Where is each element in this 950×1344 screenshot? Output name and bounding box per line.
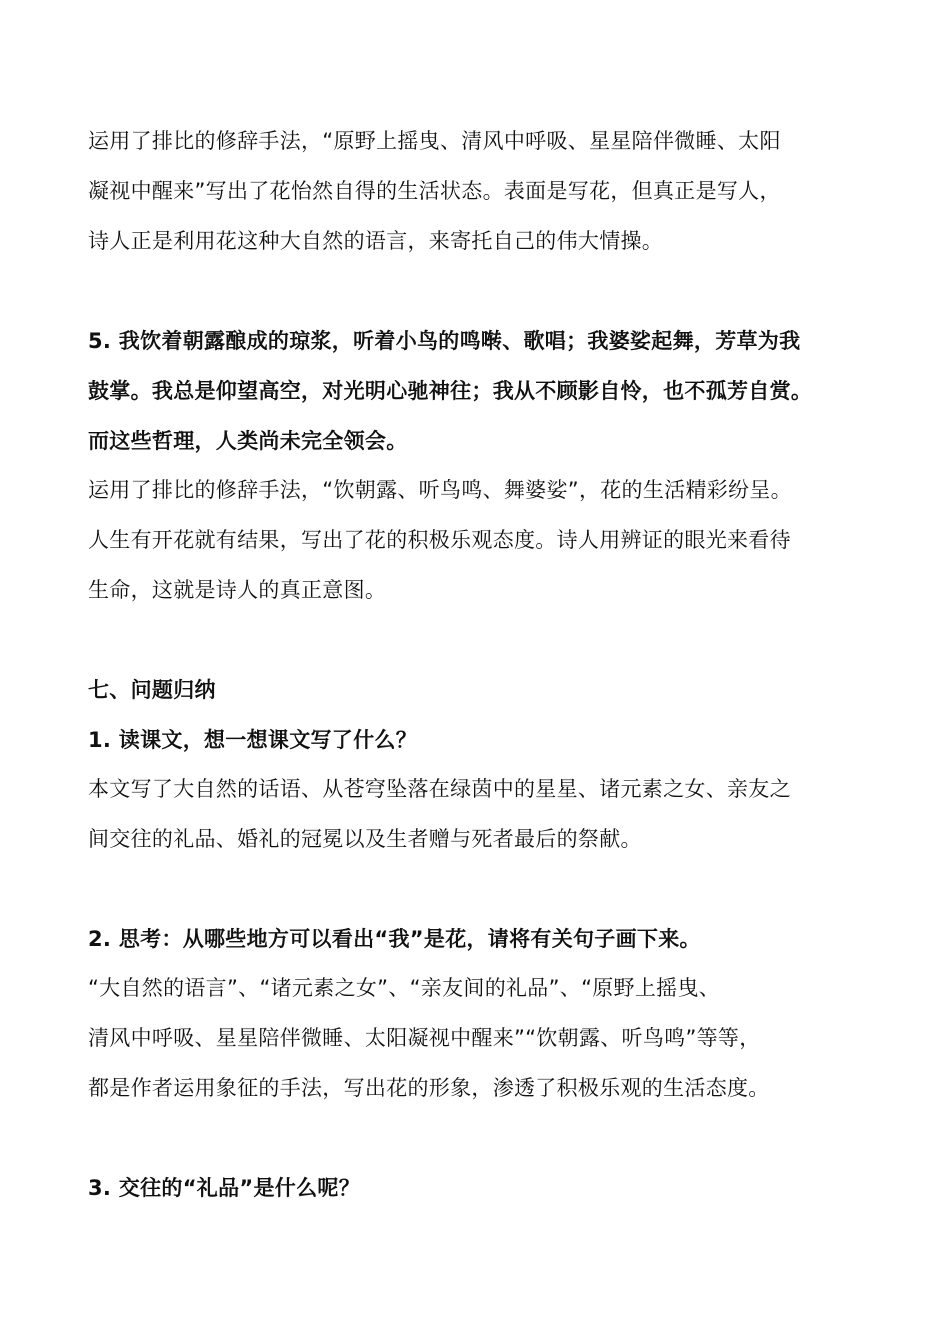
question-heading: 2. 思考：从哪些地方可以看出“我”是花，请将有关句子画下来。 xyxy=(88,927,701,951)
question-heading: 1. 读课文，想一想课文写了什么？ xyxy=(88,728,417,752)
paragraph-line: 本文写了大自然的话语、从苍穹坠落在绿茵中的星星、诸元素之女、亲友之 xyxy=(88,777,791,801)
paragraph-line: “大自然的语言”、“诸元素之女”、“亲友间的礼品”、“原野上摇曳、 xyxy=(88,976,721,1000)
paragraph-line: 诗人正是利用花这种大自然的语言，来寄托自己的伟大情操。 xyxy=(88,229,664,253)
quoted-sentence-line: 5. 我饮着朝露酿成的琼浆，听着小鸟的鸣啭、歌唱；我婆娑起舞，芳草为我 xyxy=(88,329,801,353)
paragraph-line: 间交往的礼品、婚礼的冠冕以及生者赠与死者最后的祭献。 xyxy=(88,827,642,851)
paragraph-line: 凝视中醒来”写出了花怡然自得的生活状态。表面是写花，但真正是写人， xyxy=(88,179,781,203)
paragraph-line: 清风中呼吸、星星陪伴微睡、太阳凝视中醒来”“饮朝露、听鸟鸣”等等， xyxy=(88,1026,761,1050)
paragraph-line: 人生有开花就有结果，写出了花的积极乐观态度。诗人用辨证的眼光来看待 xyxy=(88,528,791,552)
question-heading: 3. 交往的“礼品”是什么呢？ xyxy=(88,1176,361,1200)
paragraph-line: 运用了排比的修辞手法，“原野上摇曳、清风中呼吸、星星陪伴微睡、太阳 xyxy=(88,129,781,153)
quoted-sentence-line: 鼓掌。我总是仰望高空，对光明心驰神往；我从不顾影自怜，也不孤芳自赏。 xyxy=(88,379,813,403)
paragraph-line: 都是作者运用象征的手法，写出花的形象，渗透了积极乐观的生活态度。 xyxy=(88,1076,770,1100)
paragraph-line: 运用了排比的修辞手法，“饮朝露、听鸟鸣、舞婆娑”，花的生活精彩纷呈。 xyxy=(88,478,792,502)
paragraph-line: 生命，这就是诗人的真正意图。 xyxy=(88,578,387,602)
quoted-sentence-line: 而这些哲理，人类尚未完全领会。 xyxy=(88,429,408,453)
section-heading: 七、问题归纳 xyxy=(88,678,216,702)
